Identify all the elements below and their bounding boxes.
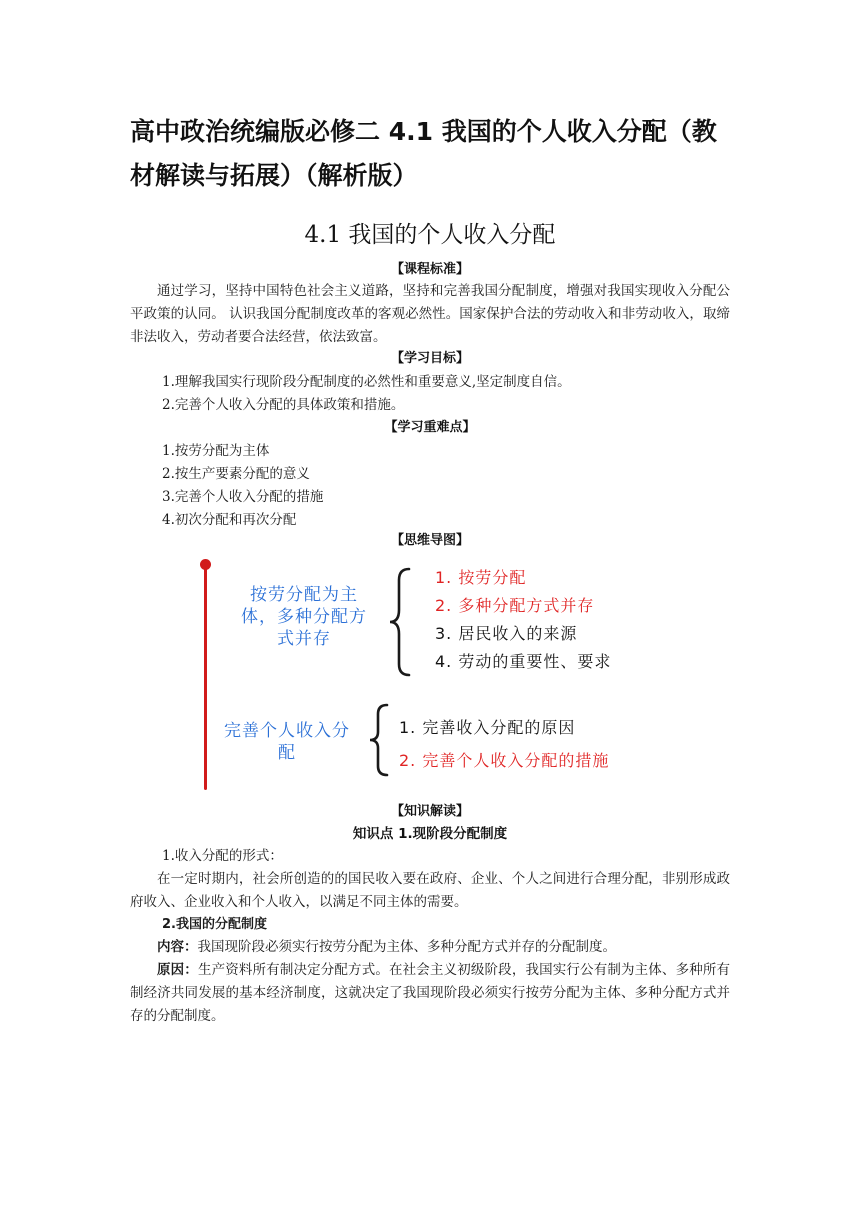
subsection-title: 2.我国的分配制度 (162, 917, 267, 932)
mind-map-item: 2. 多种分配方式并存 (435, 596, 595, 615)
mind-map-item: 2. 完善个人收入分配的措施 (399, 751, 610, 770)
section-heading-knowledge: 【知识解读】 (390, 804, 469, 819)
mind-map-node-distribution-system: 按劳分配为主体，多种分配方式并存 (241, 585, 367, 649)
reason-text: 生产资料所有制决定分配方式。在社会主义初级阶段，我国实行公有制为主体、多种所有制经济共同发展的基本经济制度，这就决定了我国现阶段必须实行按劳分配为主体、多种分配方式并存的分配制度。 (130, 962, 731, 1024)
mind-map-item: 1. 按劳分配 (435, 568, 527, 587)
document-title: 高中政治统编版必修二 4.1 我国的个人收入分配（教材解读与拓展）（解析版） (130, 117, 717, 190)
brace-icon (367, 702, 391, 778)
mind-map-item: 4. 劳动的重要性、要求 (435, 652, 612, 671)
mind-map-item: 3. 居民收入的来源 (435, 624, 578, 643)
section-heading-key-points: 【学习重难点】 (384, 420, 476, 435)
mind-map-item: 1. 完善收入分配的原因 (399, 718, 576, 737)
mind-map-node-improve-distribution: 完善个人收入分配 (224, 721, 350, 763)
income-distribution-text: 在一定时期内，社会所创造的的国民收入要在政府、企业、个人之间进行合理分配，非别形成政府收入、企业收入和个人收入，以满足不同主体的需要。 (130, 871, 730, 910)
section-heading-goals: 【学习目标】 (390, 351, 469, 366)
content-label: 内容： (157, 939, 198, 955)
key-point-item: 4.初次分配和再次分配 (162, 512, 297, 528)
section-heading-standard: 【课程标准】 (390, 262, 469, 277)
key-point-item: 3.完善个人收入分配的措施 (162, 489, 324, 505)
standard-text: 通过学习，坚持中国特色社会主义道路，坚持和完善我国分配制度，增强对我国实现收入分配公平政策的认同。 认识我国分配制度改革的客观必然性。国家保护合法的劳动收入和非劳动收入，取缔非法收入，劳动者要合法经营，依法致富。 (130, 283, 730, 345)
lesson-title: 4.1 我国的个人收入分配 (304, 222, 556, 248)
subsection-title: 1.收入分配的形式： (162, 848, 283, 864)
key-point-item: 2.按生产要素分配的意义 (162, 466, 310, 482)
content-text: 我国现阶段必须实行按劳分配为主体、多种分配方式并存的分配制度。 (197, 939, 616, 955)
goal-item: 1.理解我国实行现阶段分配制度的必然性和重要意义,坚定制度自信。 (162, 374, 571, 390)
knowledge-point-title: 知识点 1.现阶段分配制度 (352, 826, 508, 842)
key-point-item: 1.按劳分配为主体 (162, 443, 270, 459)
reason-paragraph (130, 959, 730, 1028)
mind-map-spine (204, 562, 207, 790)
mind-map-spine-tip (200, 559, 211, 570)
goal-item: 2.完善个人收入分配的具体政策和措施。 (162, 397, 405, 413)
reason-label: 原因： (157, 962, 198, 978)
mind-map (195, 562, 725, 794)
section-heading-mindmap: 【思维导图】 (390, 533, 469, 548)
brace-icon (387, 566, 413, 678)
content-paragraph (130, 936, 730, 959)
